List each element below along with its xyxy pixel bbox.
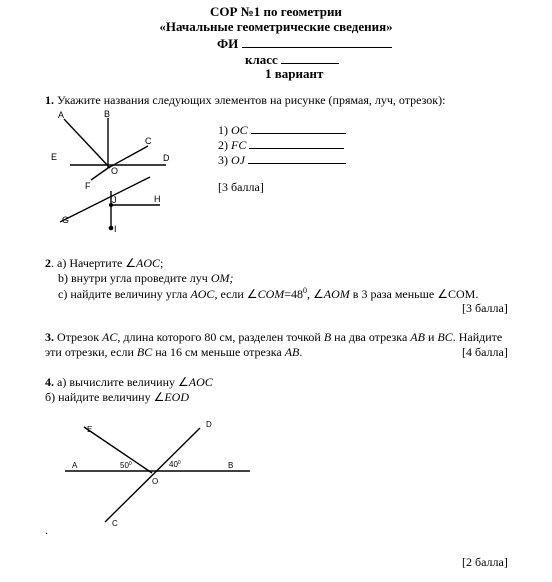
task2-score: [3 балла] [462, 301, 508, 315]
fio-row [217, 36, 392, 52]
answer-blank-1[interactable] [251, 122, 346, 134]
line-G [60, 177, 150, 222]
label-G: G [62, 215, 70, 225]
task1-item-3: 3) OJ [218, 152, 346, 168]
label-O: O [111, 166, 119, 176]
task4-score: [2 балла] [462, 555, 508, 569]
line-CD [105, 428, 200, 522]
line-A [64, 119, 110, 168]
label-E: E [87, 425, 93, 434]
fio-label: ФИ [217, 36, 239, 51]
label-E: E [51, 152, 58, 162]
ray-OE [84, 427, 152, 473]
label-C: C [145, 136, 152, 146]
label-H: H [154, 194, 161, 204]
task3-line-2: эти отрезки, если BC на 16 см меньше отрезка AB. [45, 345, 303, 359]
stray-dot: . [45, 523, 48, 537]
label-O: O [152, 477, 159, 486]
angle-label-40: $40^0$ [169, 460, 181, 469]
variant-label: 1 вариант [265, 66, 324, 81]
task1-figure [50, 108, 180, 238]
answer-blank-3[interactable] [248, 152, 346, 164]
answer-blank-2[interactable] [249, 137, 344, 149]
label-D: D [163, 153, 170, 163]
label-A: A [58, 110, 65, 120]
task1-text [45, 93, 445, 108]
label-D: D [206, 420, 212, 429]
task2-line-c: с) найдите величину угла AOC, если $\angle COM=48^0$, ∠AOM в 3 раза меньше ∠COM. [58, 286, 479, 301]
class-blank[interactable] [281, 52, 339, 64]
task2-line-b: b) внутри угла проведите луч OM; [58, 271, 234, 285]
task3-line-1: 3. Отрезок AC, длина которого 80 см, разделен точкой B на два отрезка AB и BC. Найдите [45, 330, 503, 344]
class-label: класс [245, 52, 278, 67]
task1-item-1: 1) OC [218, 122, 346, 138]
label-F: F [85, 181, 91, 191]
task1-number: 1. [45, 93, 54, 107]
label-J: J [112, 195, 117, 205]
label-C: C [112, 519, 118, 528]
task3-score: [4 балла] [462, 345, 508, 359]
title-line1: СОР №1 по геометрии [210, 4, 342, 19]
line-F [91, 168, 108, 180]
task4-figure [60, 410, 260, 535]
title-line2: «Начальные геометрические сведения» [159, 19, 393, 34]
label-I: I [114, 224, 117, 234]
task1-score: [3 балла] [218, 180, 264, 194]
label-B: B [228, 461, 234, 470]
label-A: A [72, 461, 78, 470]
point-I [109, 226, 114, 231]
task4-line-a: 4. а) вычислите величину ∠AOC [45, 375, 213, 389]
task2-line-a: 2. а) Начертите ∠AOC; [45, 256, 164, 270]
fio-blank[interactable] [242, 36, 392, 48]
task1-item-2: 2) FC [218, 137, 344, 153]
task1-question: Укажите названия следующих элементов на рисунке (прямая, луч, отрезок): [57, 93, 446, 107]
label-B: B [104, 109, 111, 119]
task4-line-b: б) найдите величину ∠EOD [45, 390, 190, 404]
angle-label-50: $50^0$ [120, 461, 132, 470]
